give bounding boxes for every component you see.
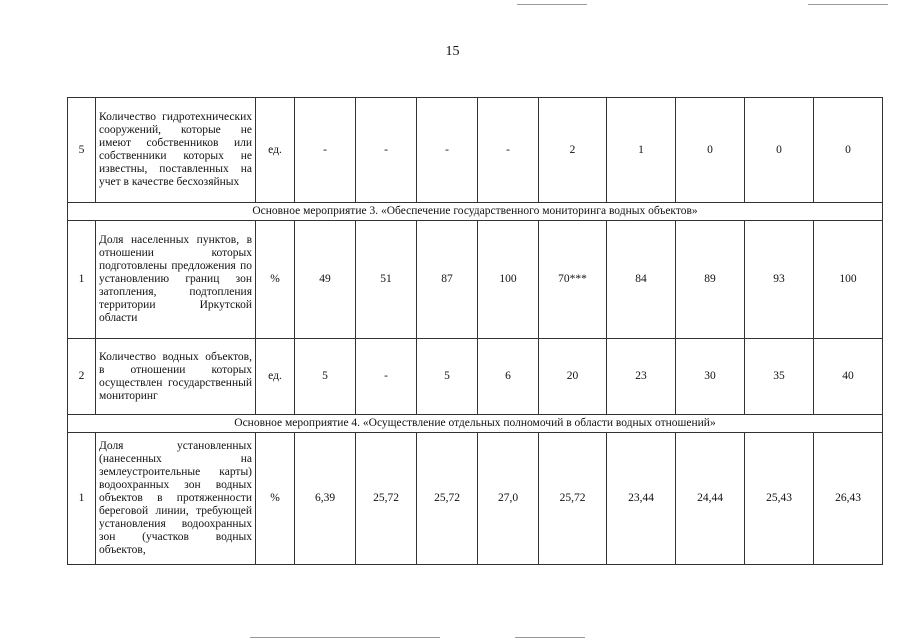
value-cell: 6 <box>478 339 539 415</box>
indicator-description <box>96 433 256 565</box>
indicator-description <box>96 98 256 203</box>
value-cell: 1 <box>607 98 676 203</box>
indicator-description <box>96 221 256 339</box>
value-cell: - <box>356 98 417 203</box>
unit-cell: % <box>256 221 295 339</box>
value-cell: - <box>295 98 356 203</box>
scan-artifact <box>808 4 888 5</box>
section-title: Основное мероприятие 3. «Обеспечение государственного мониторинга водных объектов» <box>68 203 883 221</box>
row-number: 1 <box>68 221 96 339</box>
value-cell: 40 <box>814 339 883 415</box>
scan-artifact <box>515 637 585 638</box>
indicator-description <box>96 339 256 415</box>
value-cell: 5 <box>295 339 356 415</box>
value-cell: 30 <box>676 339 745 415</box>
value-cell: 89 <box>676 221 745 339</box>
value-cell: 5 <box>417 339 478 415</box>
value-cell: 35 <box>745 339 814 415</box>
indicator-description-text: Количество гидротехнических сооружений, которые не имеют собственников или собственники которых не известны, поставленных на учет в качестве бесхозяйных <box>99 111 252 188</box>
value-cell: 25,72 <box>417 433 478 565</box>
scan-artifact <box>250 637 440 638</box>
value-cell: 23,44 <box>607 433 676 565</box>
value-cell: 24,44 <box>676 433 745 565</box>
section-row <box>68 203 883 221</box>
value-cell: 26,43 <box>814 433 883 565</box>
unit-cell: % <box>256 433 295 565</box>
table-row <box>68 221 883 339</box>
unit-cell: ед. <box>256 98 295 203</box>
row-number: 1 <box>68 433 96 565</box>
table-row <box>68 98 883 203</box>
value-cell: 0 <box>745 98 814 203</box>
value-cell: 49 <box>295 221 356 339</box>
section-row <box>68 415 883 433</box>
indicator-description-text: Количество водных объектов, в отношении которых осуществлен государственный мониторинг <box>99 350 252 402</box>
row-number: 5 <box>68 98 96 203</box>
value-cell: - <box>417 98 478 203</box>
value-cell: 6,39 <box>295 433 356 565</box>
value-cell: 20 <box>539 339 607 415</box>
value-cell: 25,43 <box>745 433 814 565</box>
value-cell: - <box>478 98 539 203</box>
page-number: 15 <box>445 44 460 59</box>
table-row <box>68 433 883 565</box>
value-cell: 100 <box>478 221 539 339</box>
table-body <box>68 98 883 565</box>
indicator-description-text: Доля установленных (нанесенных на землеустроительные карты) водоохранных зон водных объектов в протяженности береговой линии, требующей установления водоохранных зон (участков водных объектов, <box>99 440 252 556</box>
value-cell: 100 <box>814 221 883 339</box>
table-row <box>68 339 883 415</box>
unit-cell: ед. <box>256 339 295 415</box>
value-cell: 25,72 <box>356 433 417 565</box>
value-cell: 70*** <box>539 221 607 339</box>
value-cell: 25,72 <box>539 433 607 565</box>
value-cell: 27,0 <box>478 433 539 565</box>
value-cell: 2 <box>539 98 607 203</box>
value-cell: 93 <box>745 221 814 339</box>
indicators-table <box>67 97 883 565</box>
scan-artifact <box>517 4 587 5</box>
value-cell: - <box>356 339 417 415</box>
value-cell: 84 <box>607 221 676 339</box>
value-cell: 87 <box>417 221 478 339</box>
value-cell: 0 <box>814 98 883 203</box>
value-cell: 23 <box>607 339 676 415</box>
value-cell: 0 <box>676 98 745 203</box>
value-cell: 51 <box>356 221 417 339</box>
indicator-description-text: Доля населенных пунктов, в отношении которых подготовлены предложения по установлению границ зон затопления, подтопления территории Иркутской области <box>99 234 252 324</box>
section-title: Основное мероприятие 4. «Осуществление отдельных полномочий в области водных отношений» <box>68 415 883 433</box>
row-number: 2 <box>68 339 96 415</box>
